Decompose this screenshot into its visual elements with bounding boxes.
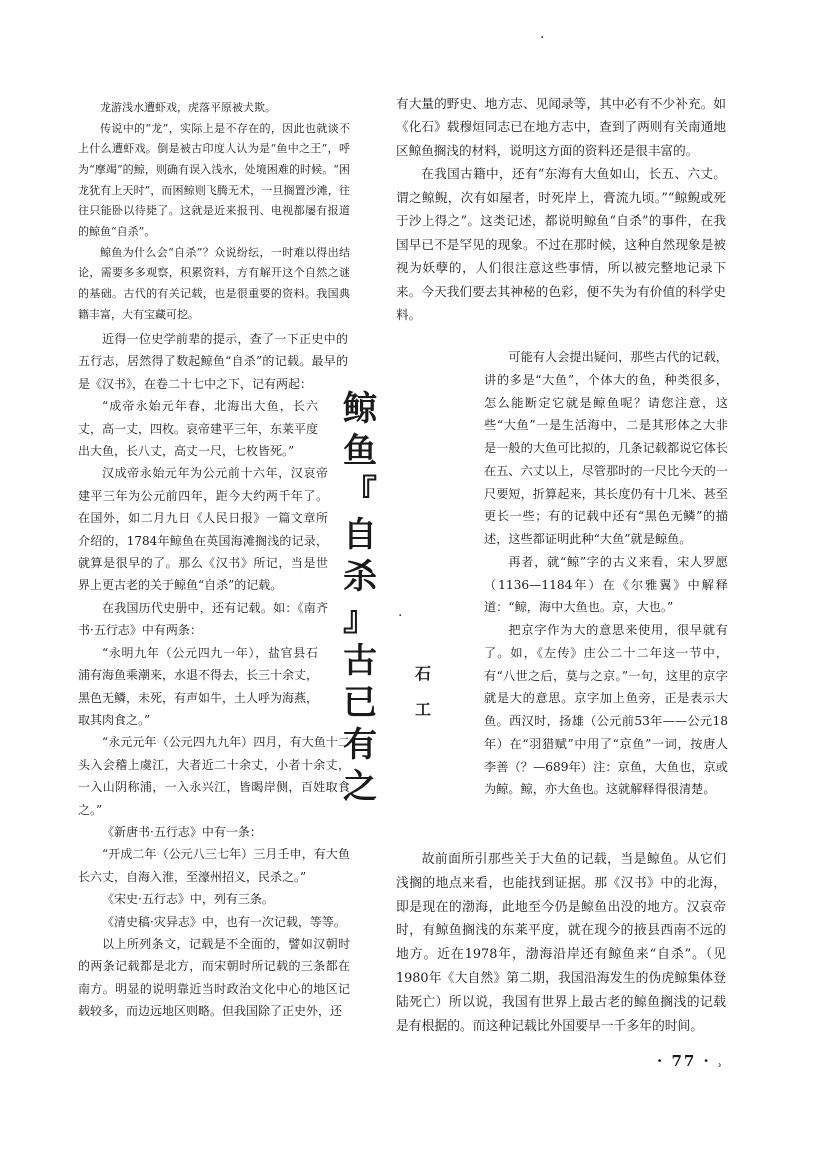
title-char: 古 bbox=[343, 641, 377, 681]
title-char: 鱼 bbox=[343, 431, 377, 471]
paragraph: 近得一位史学前辈的提示，查了一下正史中的五行志，居然得了数起鲸鱼“自杀”的记载。最早的是《汉书》，在卷二十七中之下，记有两起： bbox=[78, 332, 348, 391]
paragraph-continued: 有大量的野史、地方志、见闻录等，其中必有不少补充。如《化石》载穆烜同志已在地方志中，查到了两则有关南通地区鲸鱼搁浅的材料，说明这方面的资料还是很丰富的。 bbox=[396, 96, 726, 158]
page-number: · 77 · bbox=[657, 1052, 711, 1070]
quotation: “永元元年（公元四九九年）四月，有大鱼十二头入会稽上虞江，大者近二十余丈，小者十余丈，一入山阴称浦，一入永兴江，皆暍岸侧，百姓取食之。” bbox=[78, 735, 350, 817]
right-column-middle bbox=[484, 346, 728, 801]
scan-mark: · bbox=[398, 608, 403, 624]
right-column-top bbox=[396, 92, 726, 327]
paragraph: 传说中的“龙”，实际上是不存在的，因此也就谈不上什么遭虾戏。倒是被古印度人认为是“鱼中之王”，呼为“摩竭”的鲸，则确有误入浅水，处境困难的时候。“困龙犹有上天时”，而困鲸则飞腾无术，一旦搁置沙滩，往往只能卧以待毙了。这就是近来报刊、电视都屡有报道的鲸鱼“自杀”。 bbox=[78, 121, 350, 238]
author-char: 石 bbox=[414, 664, 431, 683]
title-char: 』 bbox=[343, 599, 377, 639]
paragraph: 把京字作为大的意思来使用，很早就有了。如，《左传》庄公二十二年这一节中，有“八世之后，莫与之京。”一句，这里的京字就是大的意思。京字加上鱼旁，正是表示大鱼。西汉时，扬雄（公元前53年——公元18年）在“羽猎赋”中用了“京鱼”一词，按唐人李善（？—689年）注：京鱼，大鱼也，京或为鲸。鲸，亦大鱼也。这就解释得很清楚。 bbox=[484, 623, 728, 797]
title-char: 鲸 bbox=[343, 389, 377, 429]
title-char: 有 bbox=[343, 725, 377, 765]
left-column-top bbox=[78, 98, 350, 325]
paragraph: 以上所列条文，记载是不全面的，譬如汉朝时的两条记载都是北方，而宋朝时所记载的三条都在南方。明显的说明靠近当时政治文化中心的地区记载较多，而边远地区则略。但我国除了正史外，还 bbox=[78, 936, 350, 1019]
title-char: 之 bbox=[343, 767, 377, 807]
paragraph: 可能有人会提出疑问，那些古代的记载，讲的多是“大鱼”，个体大的鱼，种类很多，怎么能断定它就是鲸鱼呢？请您注意，这些“大鱼”一是生活海中，二是其形体之大非是一般的大鱼可比拟的，几条记载都说它体长在五、六丈以上，尽管那时的一尺比今天的一尺要短，折算起来，其长度仍有十几米、甚至更长一些；有的记载中还有“黑色无鳞”的描述，这些都证明此种“大鱼”就是鲸鱼。 bbox=[484, 350, 728, 546]
quotation: “永明九年（公元四九一年），盐官县石浦有海鱼乘潮来，水退不得去，长三十余丈，黑色无鳞，未死，有声如牛，土人呼为海燕，取其肉食之。” bbox=[78, 645, 319, 727]
author-char: 工 bbox=[414, 700, 431, 719]
paragraph: 《宋史·五行志》中，列有三条。 bbox=[102, 892, 274, 907]
quotation: “开成二年（公元八三七年）三月壬申，有大鱼长六丈，自海入淮，至濠州招义，民杀之。” bbox=[78, 847, 350, 884]
opening-couplet: 龙游浅水遭虾戏，虎落平原被犬欺。 bbox=[100, 101, 276, 114]
right-column-bottom bbox=[396, 848, 726, 1038]
paragraph: 再者，就“鲸”字的古义来看，宋人罗愿（1136—1184年）在《尔雅翼》中解释道：“鲸，海中大鱼也。京，大也。” bbox=[484, 554, 728, 615]
paragraph: 故前面所引那些关于大鱼的记载，当是鲸鱼。从它们浅搁的地点来看，也能找到证据。那《汉书》中的北海，即是现在的渤海，此地至今仍是鲸鱼出没的地方。汉哀帝时，有鲸鱼搁浅的东莱平度，就在现今的掖县西南不远的地方。近在1978年，渤海沿岸还有鲸鱼来“自杀”。（见1980年《大自然》第二期，我国沿海发生的伪虎鲸集体登陆死亡）所以说，我国有世界上最古老的鲸鱼搁浅的记载是有根据的。而这种记载比外国要早一千多年的时间。 bbox=[396, 852, 726, 1034]
quotation: “成帝永始元年春，北海出大鱼，长六丈，高一丈，四枚。哀帝建平三年，东莱平度出大鱼，长八丈，高丈一尺，七枚皆死。” bbox=[78, 399, 319, 459]
paragraph: 汉成帝永始元年为公元前十六年，汉哀帝建平三年为公元前四年，距今大约两千年了。在国外，如二月九日《人民日报》一篇文章所介绍的，1784年鲸鱼在英国海滩搁浅的记录，就算是很早的了。那么《汉书》所记，当是世界上更古老的关于鲸鱼“自杀”的记载。 bbox=[78, 466, 328, 593]
paragraph: 鲸鱼为什么会“自杀”？众说纷纭，一时难以得出结论，需要多多观察，积累资料，方有解开这个自然之谜的基础。古代的有关记载，也是很重要的资料。我国典籍丰富，大有宝藏可挖。 bbox=[78, 245, 350, 321]
scan-mark: · bbox=[540, 30, 545, 46]
title-char: 杀 bbox=[343, 557, 377, 597]
paragraph: 《新唐书·五行志》中有一条： bbox=[102, 824, 262, 839]
title-char: 自 bbox=[343, 515, 377, 555]
scan-mark: ʾ bbox=[718, 1062, 723, 1078]
left-column-lower bbox=[78, 328, 350, 1023]
author-byline bbox=[408, 656, 438, 728]
paragraph: 《清史稿·灾异志》中，也有一次记载，等等。 bbox=[102, 914, 346, 929]
title-char: 『 bbox=[343, 473, 377, 513]
title-char: 已 bbox=[343, 683, 377, 723]
paragraph: 在我国古籍中，还有“东海有大鱼如山，长五、六丈。谓之鲸鲵，次有如屋者，时死岸上，膏流九顷。”“鲸鲵或死于沙上得之”。这类记述，都说明鲸鱼“自杀”的事件，在我国早已不是罕见的现象。不过在那时候，这种自然现象是被视为妖孽的，人们很注意这些事情，所以被完整地记录下来。今天我们要去其神秘的色彩，便不失为有价值的科学史料。 bbox=[396, 166, 726, 323]
paragraph: 在我国历代史册中，还有记载。如：《南齐书·五行志》中有两条： bbox=[78, 600, 328, 638]
